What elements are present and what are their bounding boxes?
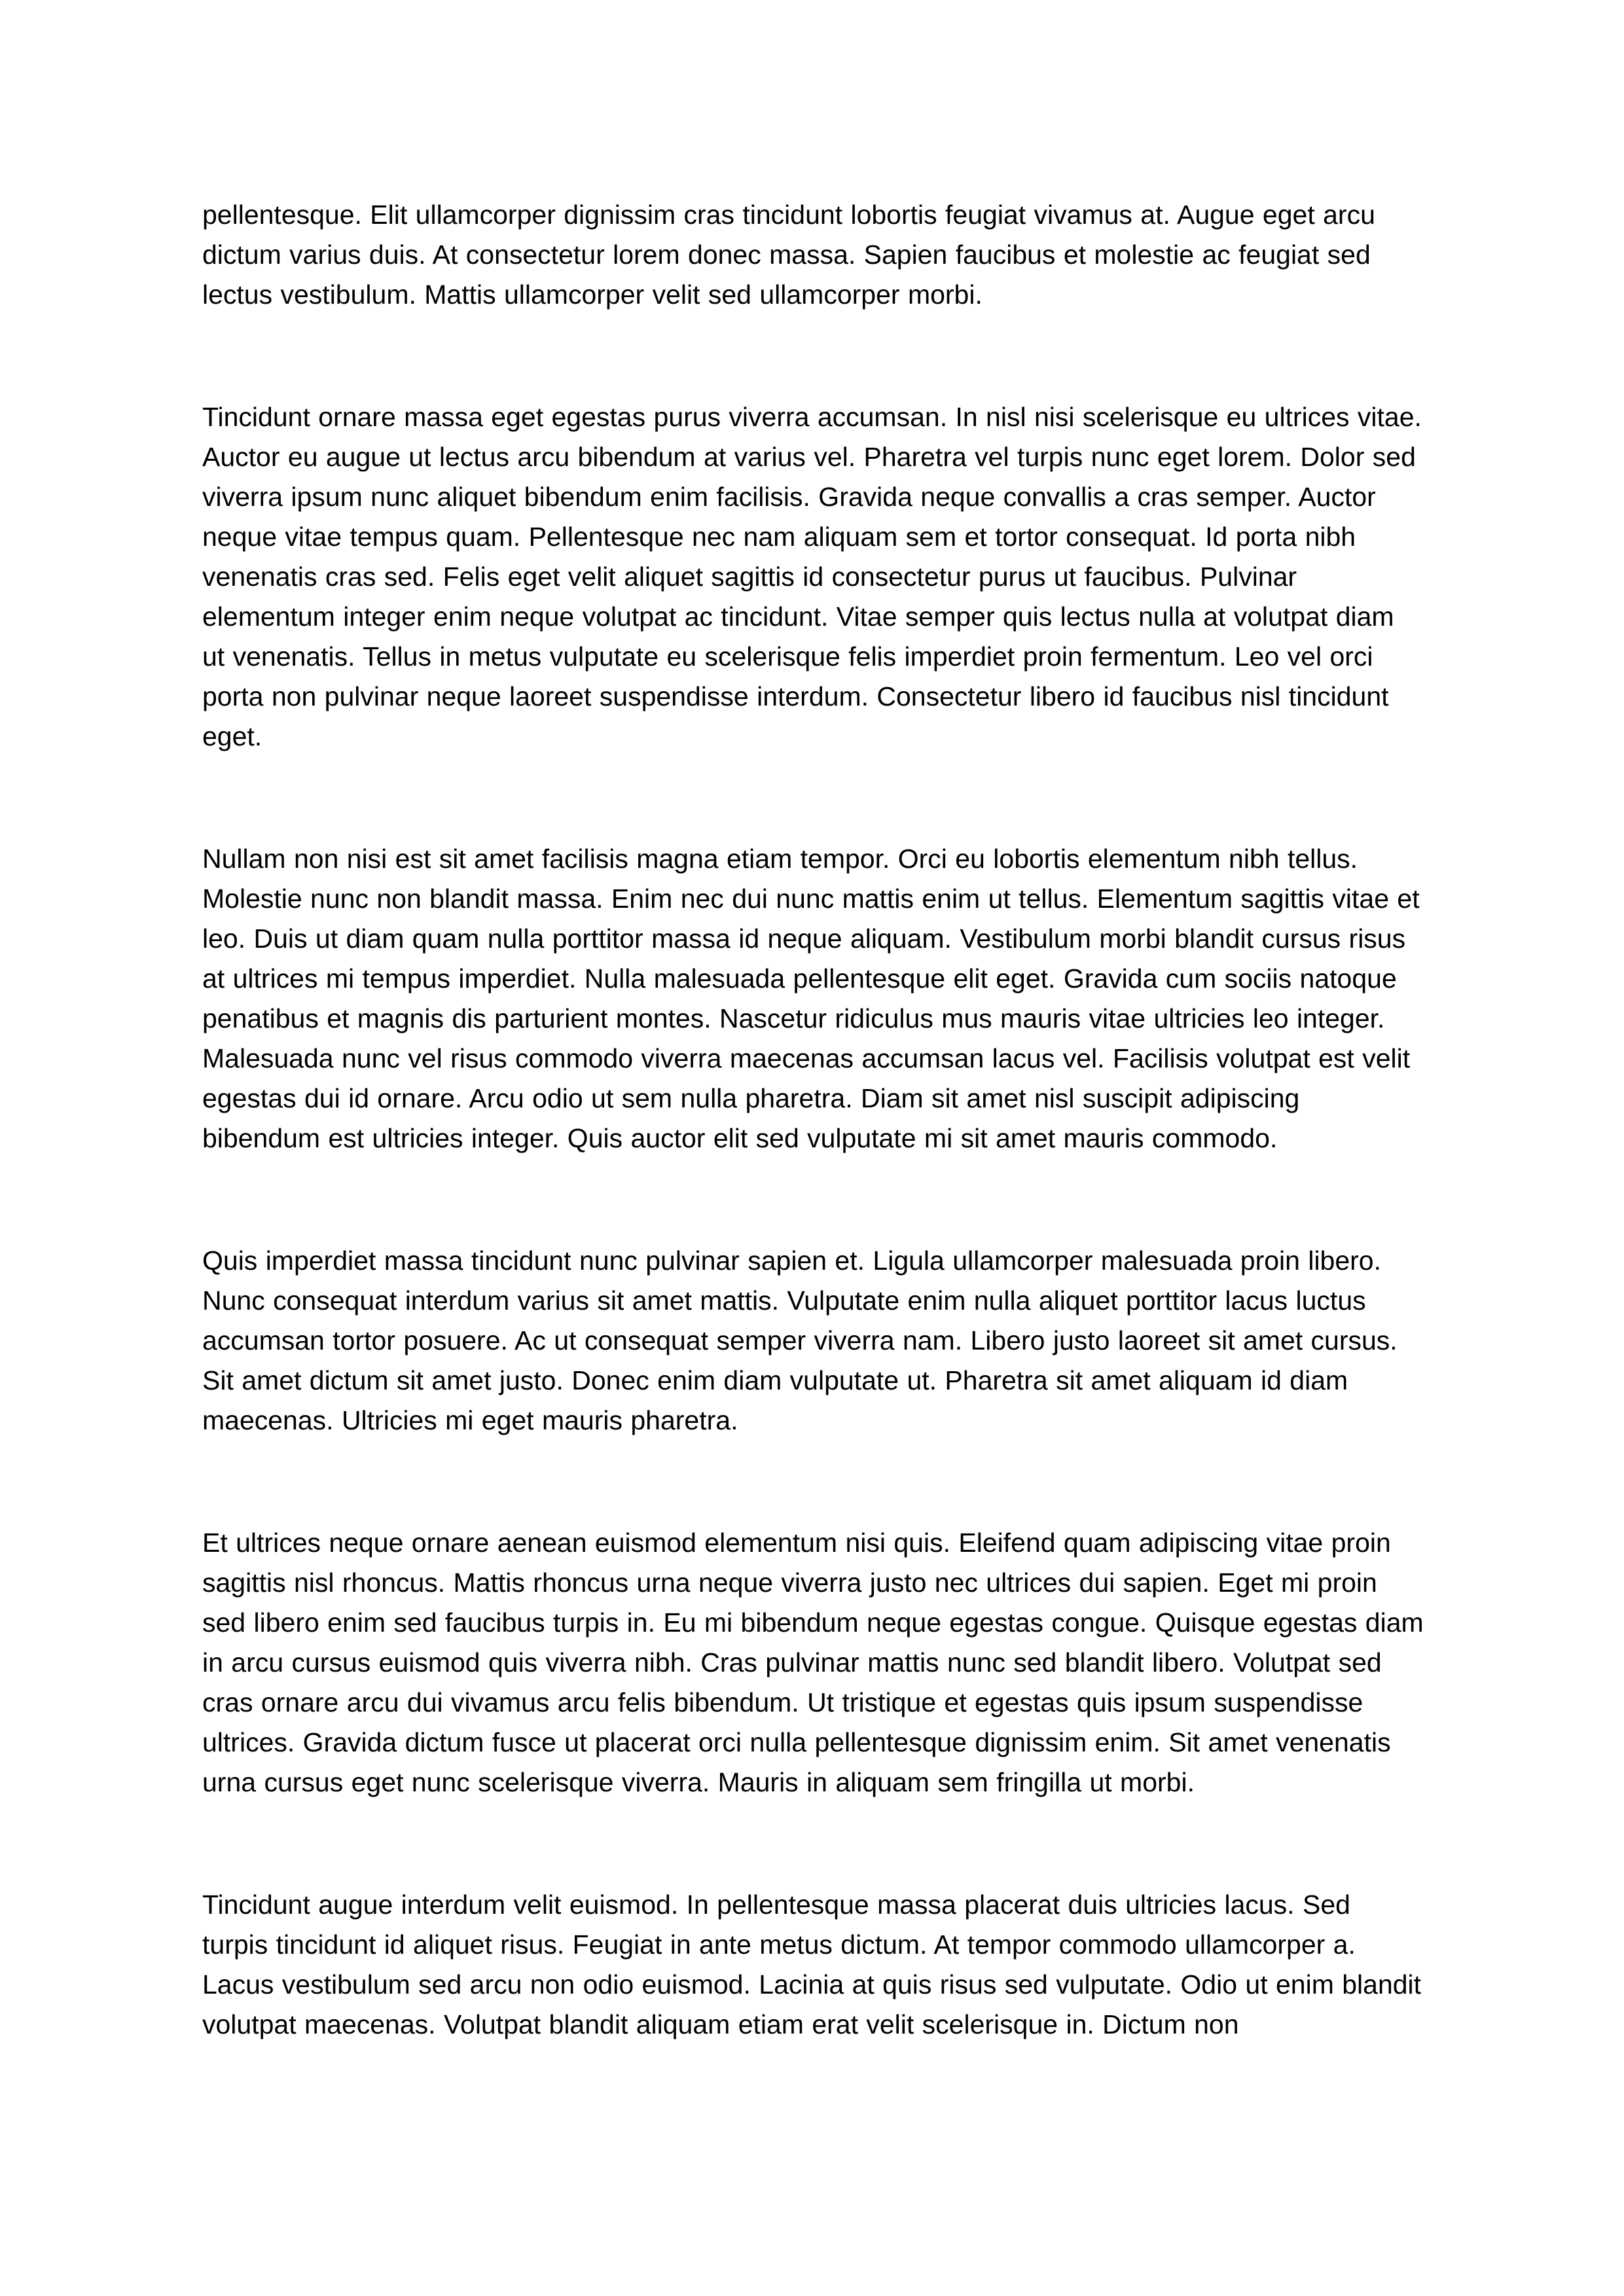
paragraph-1: pellentesque. Elit ullamcorper dignissim cras tincidunt lobortis feugiat vivamus at. Augue eget arcu dictum varius duis. At consectetur lorem donec massa. Sapien faucibus et molestie ac feugiat sed lectus vestibulum. Mattis ullamcorper velit sed ullamcorper morbi. xyxy=(202,200,1375,310)
paragraph-6: Tincidunt augue interdum velit euismod. In pellentesque massa placerat duis ultricies lacus. Sed turpis tincidunt id aliquet risus. Feugiat in ante metus dictum. At tempor commodo ullamcorper a. Lacus vestibulum sed arcu non odio euismod. Lacinia at quis risus sed vulputate. Odio ut enim blandit volutpat maecenas. Volutpat blandit aliquam etiam erat velit scelerisque in. Dictum non xyxy=(202,1890,1422,2039)
paragraph-5: Et ultrices neque ornare aenean euismod elementum nisi quis. Eleifend quam adipiscing vitae proin sagittis nisl rhoncus. Mattis rhoncus urna neque viverra justo nec ultrices dui sapien. Eget mi proin sed libero enim sed faucibus turpis in. Eu mi bibendum neque egestas congue. Quisque egestas diam in arcu cursus euismod quis viverra nibh. Cras pulvinar mattis nunc sed blandit libero. Volutpat sed cras ornare arcu dui vivamus arcu felis bibendum. Ut tristique et egestas quis ipsum suspendisse ultrices. Gravida dictum fusce ut placerat orci nulla pellentesque dignissim enim. Sit amet venenatis urna cursus eget nunc scelerisque viverra. Mauris in aliquam sem fringilla ut morbi. xyxy=(202,1528,1424,1797)
document-text-body xyxy=(202,195,1424,2045)
paragraph-4: Quis imperdiet massa tincidunt nunc pulvinar sapien et. Ligula ullamcorper malesuada proin libero. Nunc consequat interdum varius sit amet mattis. Vulputate enim nulla aliquet porttitor lacus luctus accumsan tortor posuere. Ac ut consequat semper viverra nam. Libero justo laoreet sit amet cursus. Sit amet dictum sit amet justo. Donec enim diam vulputate ut. Pharetra sit amet aliquam id diam maecenas. Ultricies mi eget mauris pharetra. xyxy=(202,1246,1398,1435)
paragraph-3: Nullam non nisi est sit amet facilisis magna etiam tempor. Orci eu lobortis elementum nibh tellus. Molestie nunc non blandit massa. Enim nec dui nunc mattis enim ut tellus. Elementum sagittis vitae et leo. Duis ut diam quam nulla porttitor massa id neque aliquam. Vestibulum morbi blandit cursus risus at ultrices mi tempus imperdiet. Nulla malesuada pellentesque elit eget. Gravida cum sociis natoque penatibus et magnis dis parturient montes. Nascetur ridiculus mus mauris vitae ultricies leo integer. Malesuada nunc vel risus commodo viverra maecenas accumsan lacus vel. Facilisis volutpat est velit egestas dui id ornare. Arcu odio ut sem nulla pharetra. Diam sit amet nisl suscipit adipiscing bibendum est ultricies integer. Quis auctor elit sed vulputate mi sit amet mauris commodo. xyxy=(202,844,1420,1153)
paragraph-2: Tincidunt ornare massa eget egestas purus viverra accumsan. In nisl nisi scelerisque eu ultrices vitae. Auctor eu augue ut lectus arcu bibendum at varius vel. Pharetra vel turpis nunc eget lorem. Dolor sed viverra ipsum nunc aliquet bibendum enim facilisis. Gravida neque convallis a cras semper. Auctor neque vitae tempus quam. Pellentesque nec nam aliquam sem et tortor consequat. Id porta nibh venenatis cras sed. Felis eget velit aliquet sagittis id consectetur purus ut faucibus. Pulvinar elementum integer enim neque volutpat ac tincidunt. Vitae semper quis lectus nulla at volutpat diam ut venenatis. Tellus in metus vulputate eu scelerisque felis imperdiet proin fermentum. Leo vel orci porta non pulvinar neque laoreet suspendisse interdum. Consectetur libero id faucibus nisl tincidunt eget. xyxy=(202,402,1422,751)
